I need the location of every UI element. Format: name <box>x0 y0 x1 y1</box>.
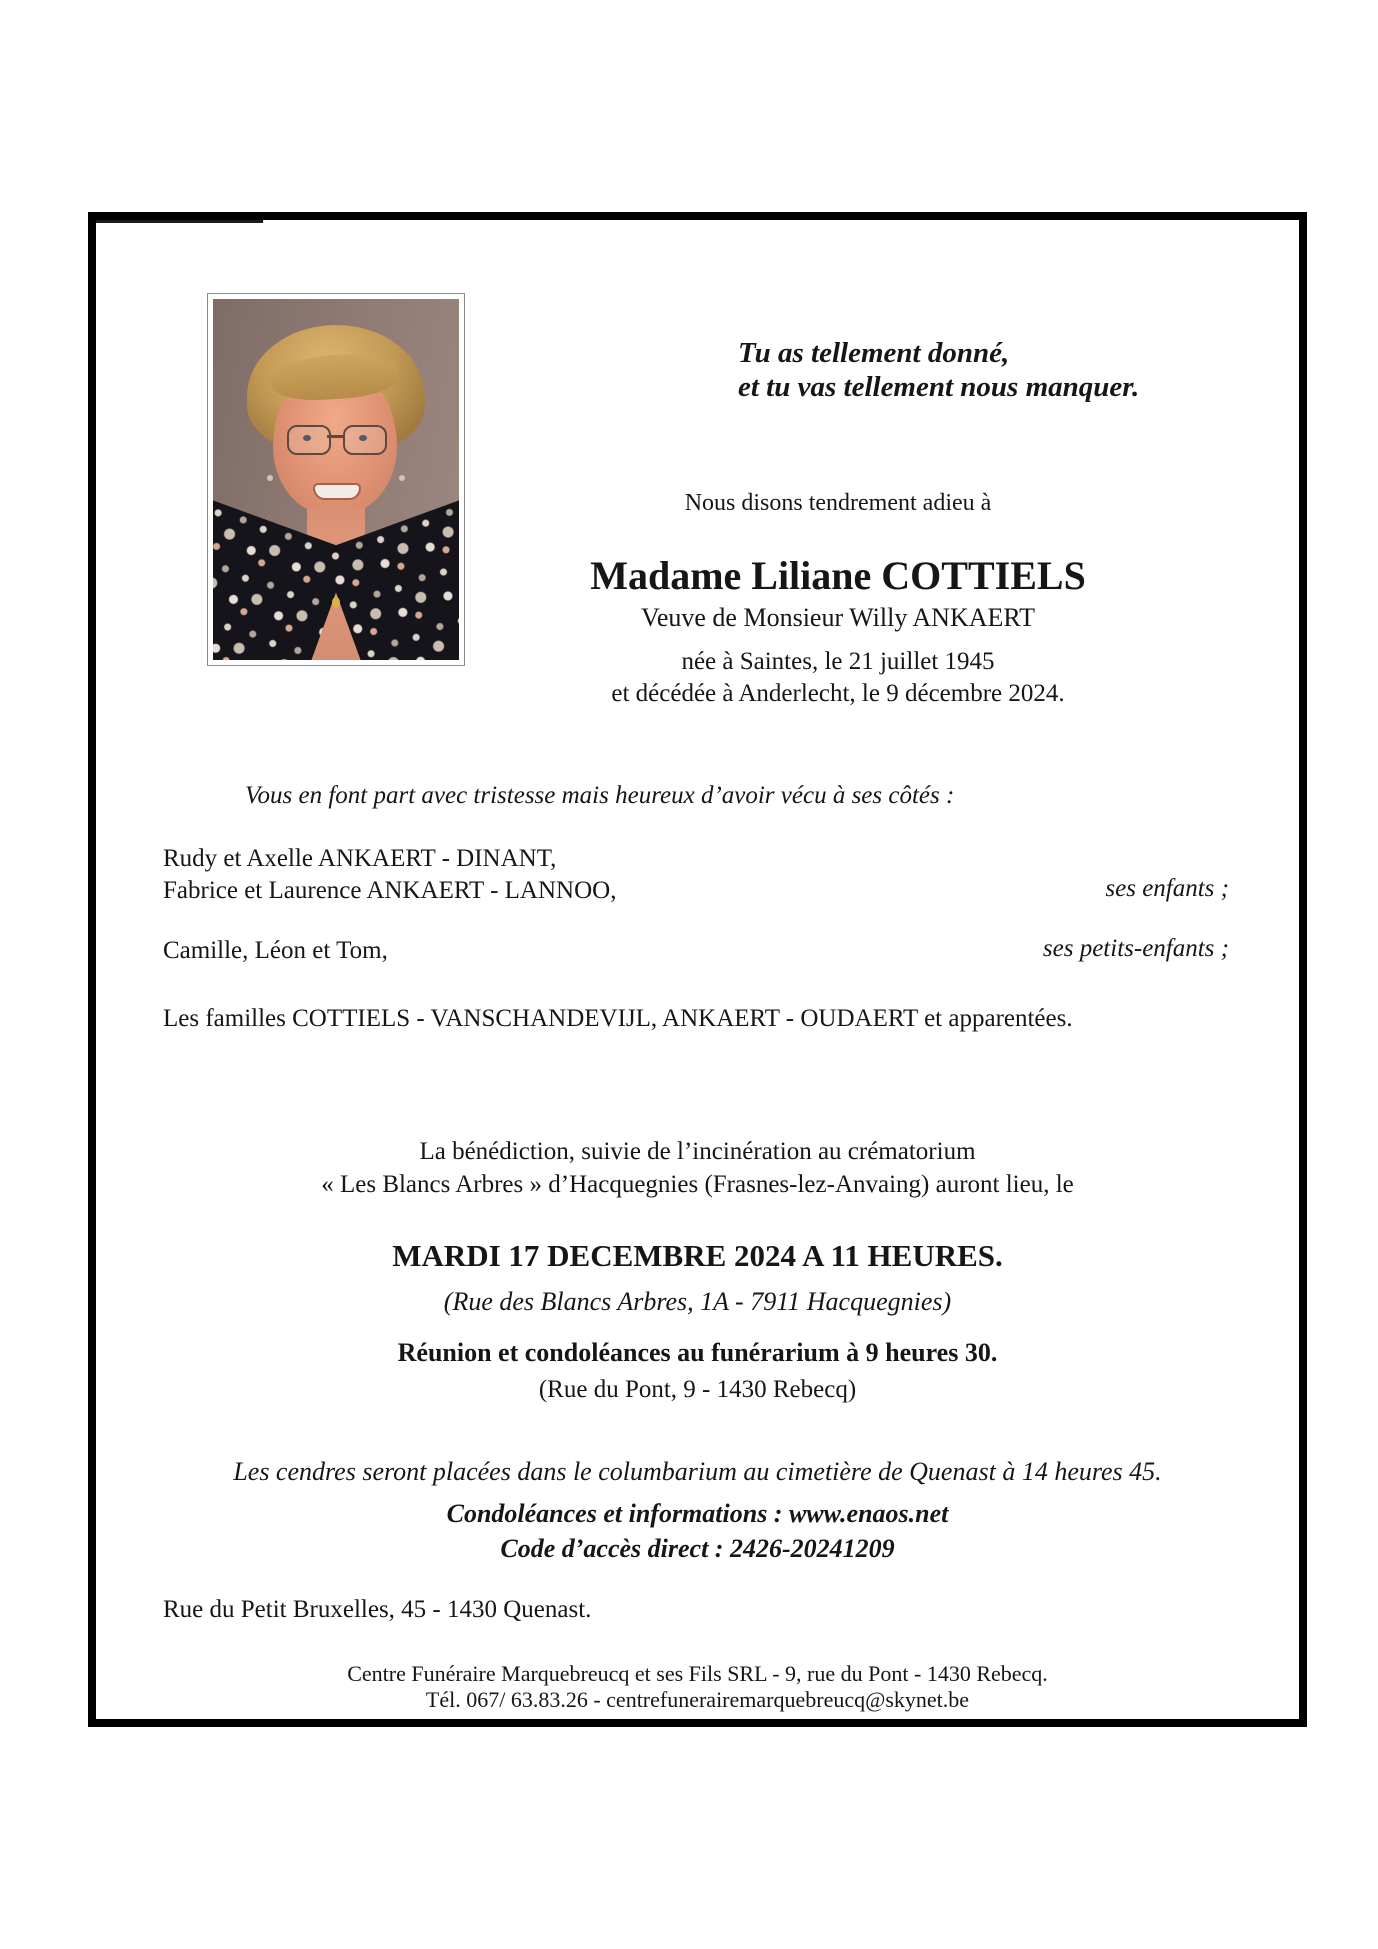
ceremony-intro <box>96 1135 1299 1201</box>
ceremony-intro-line2: « Les Blancs Arbres » d’Hacquegnies (Frasnes-lez-Anvaing) auront lieu, le <box>321 1171 1074 1198</box>
crematorium-address: (Rue des Blancs Arbres, 1A - 7911 Hacquegnies) <box>443 1287 952 1316</box>
home-address-line: Rue du Petit Bruxelles, 45 - 1430 Quenast. <box>163 1596 592 1623</box>
family-row: Rudy et Axelle ANKAERT - DINANT, <box>163 845 557 872</box>
portrait-photo-frame <box>207 293 465 666</box>
condolences-block <box>96 1496 1299 1566</box>
portrait-photo <box>213 299 459 660</box>
photo-earring-left <box>267 475 273 481</box>
memorial-quote-line2: et tu vas tellement nous manquer. <box>738 371 1140 403</box>
family-row: Camille, Léon et Tom, <box>163 937 388 964</box>
funeral-home-block <box>96 1661 1299 1713</box>
birth-line: née à Saintes, le 21 juillet 1945 <box>681 648 995 675</box>
family-row-relation: ses petits-enfants ; <box>1042 935 1229 962</box>
funeral-home-name-line: Centre Funéraire Marquebreucq et ses Fils SRL - 9, rue du Pont - 1430 Rebecq. <box>347 1661 1048 1686</box>
funerarium-address: (Rue du Pont, 9 - 1430 Rebecq) <box>538 1376 857 1403</box>
meeting-line: Réunion et condoléances au funérarium à 9 heures 30. <box>397 1338 998 1367</box>
birth-death-dates <box>498 646 1178 710</box>
farewell-intro: Nous disons tendrement adieu à <box>684 490 992 516</box>
funeral-home-contact-line: Tél. 067/ 63.83.26 - centrefunerairemarquebreucq@skynet.be <box>425 1687 970 1712</box>
ceremony-date: MARDI 17 DECEMBRE 2024 A 11 HEURES. <box>392 1238 1003 1273</box>
photo-glasses-bridge <box>327 435 343 438</box>
family-row: Les familles COTTIELS - VANSCHANDEVIJL, ANKAERT - OUDAERT et apparentées. <box>163 1005 1073 1032</box>
photo-earring-right <box>399 475 405 481</box>
condolences-access-code-line: Code d’accès direct : 2426-20241209 <box>500 1534 895 1563</box>
section-divider <box>96 220 263 223</box>
family-row-relation: ses enfants ; <box>1105 875 1229 902</box>
ashes-line: Les cendres seront placées dans le columbarium au cimetière de Quenast à 14 heures 45. <box>233 1457 1162 1486</box>
memorial-quote <box>738 336 1139 404</box>
family-announce-line: Vous en font part avec tristesse mais heureux d’avoir vécu à ses côtés : <box>245 782 955 809</box>
death-line: et décédée à Anderlecht, le 9 décembre 2024. <box>611 680 1065 707</box>
memorial-quote-line1: Tu as tellement donné, <box>738 337 1010 369</box>
condolences-website-line: Condoléances et informations : www.enaos.net <box>446 1499 949 1528</box>
document-border-frame <box>88 212 1307 1727</box>
photo-smile <box>313 483 361 500</box>
photo-glasses-right-lens <box>343 425 387 455</box>
deceased-name: Madame Liliane COTTIELS <box>590 553 1086 598</box>
photo-glasses-left-lens <box>287 425 331 455</box>
widow-of-line: Veuve de Monsieur Willy ANKAERT <box>640 603 1036 632</box>
family-row: Fabrice et Laurence ANKAERT - LANNOO, <box>163 877 617 904</box>
ceremony-intro-line1: La bénédiction, suivie de l’incinération au crématorium <box>419 1138 976 1165</box>
photo-necklace-pendant <box>332 597 340 608</box>
